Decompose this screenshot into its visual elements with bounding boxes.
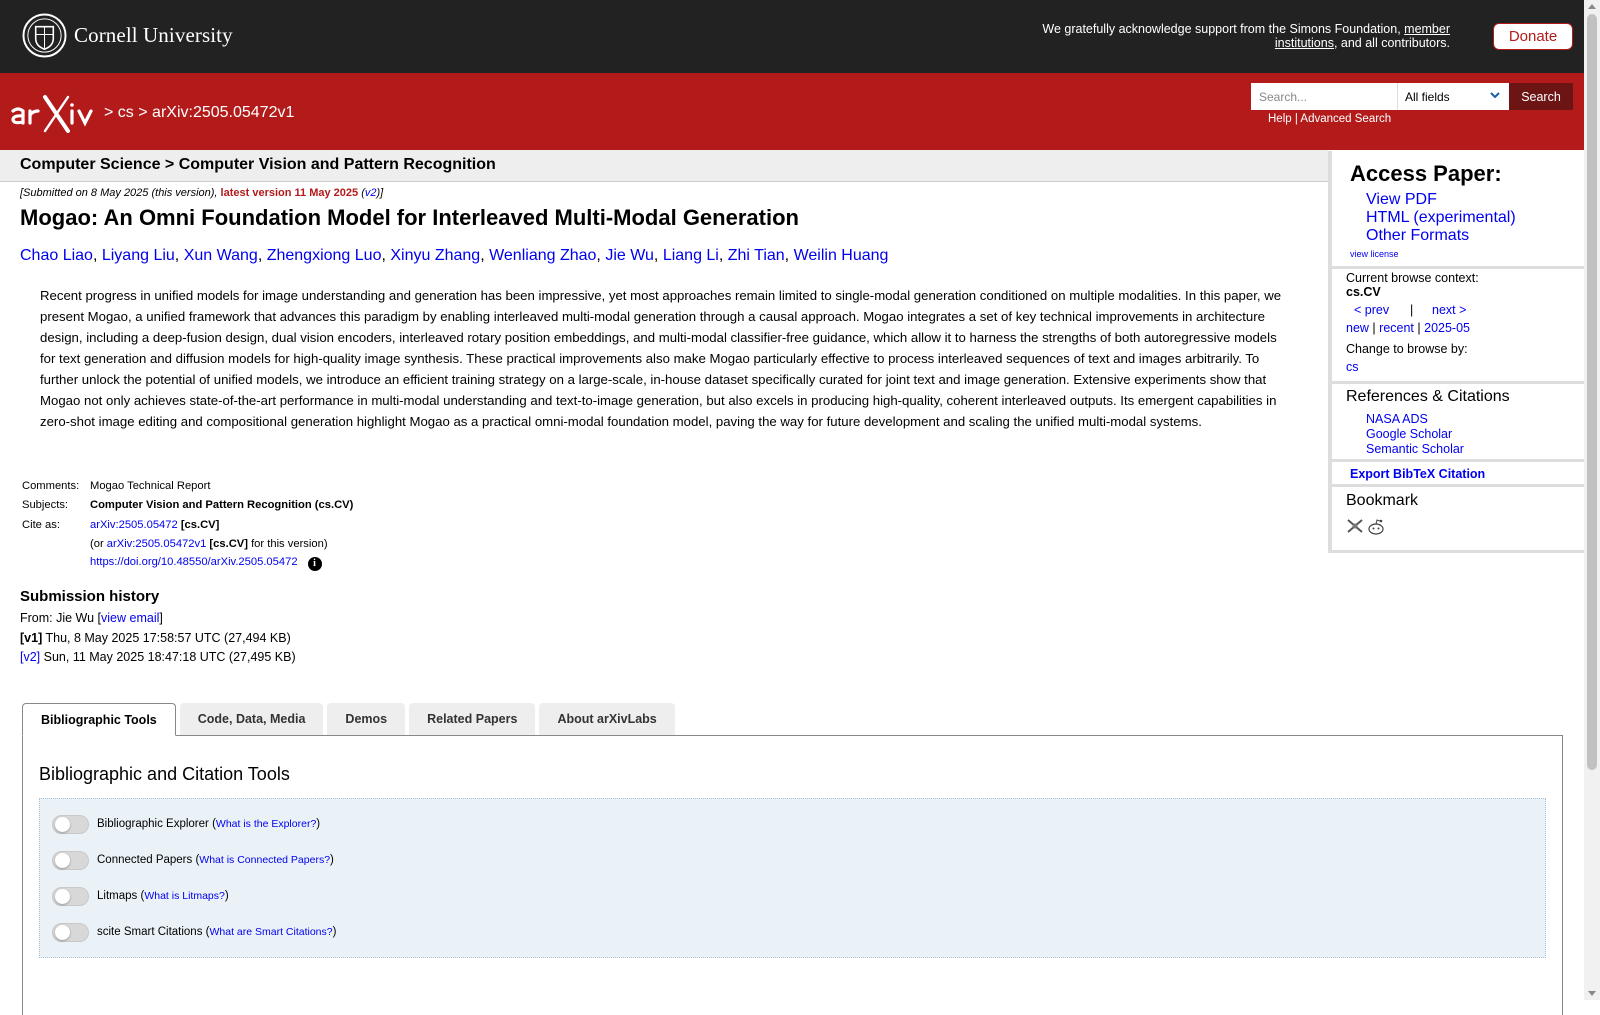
dateline-prefix: [Submitted on 8 May 2025 (this version), xyxy=(20,187,221,199)
scroll-down-arrow-icon[interactable] xyxy=(1588,991,1596,996)
advanced-search-link[interactable]: Advanced Search xyxy=(1300,113,1392,125)
tool-help-link[interactable]: What are Smart Citations? xyxy=(209,926,333,938)
export-bibtex-link[interactable]: Export BibTeX Citation xyxy=(1350,467,1486,481)
help-links xyxy=(1268,113,1391,125)
bookmark-heading: Bookmark xyxy=(1346,492,1419,509)
tool-label: scite Smart Citations xyxy=(97,926,203,938)
author-link[interactable]: Wenliang Zhao xyxy=(489,247,597,264)
tool-label: Litmaps xyxy=(97,890,138,902)
references-heading: References & Citations xyxy=(1346,388,1510,405)
author-separator: , xyxy=(653,247,663,264)
tool-help-link[interactable]: What is Connected Papers? xyxy=(199,854,331,866)
access-paper-heading: Access Paper: xyxy=(1350,161,1502,186)
search-button[interactable]: Search xyxy=(1509,83,1573,110)
labs-tabs xyxy=(22,703,679,736)
browse-cs-link[interactable]: cs xyxy=(1346,360,1359,374)
semantic-scholar-link[interactable]: Semantic Scholar xyxy=(1366,442,1464,456)
v2-link[interactable]: v2 xyxy=(364,187,377,199)
v2-history-link[interactable]: [v2] xyxy=(20,650,41,664)
author-link[interactable]: Liang Li xyxy=(662,247,719,264)
cite-category: [cs.CV] xyxy=(180,518,220,531)
listing-links xyxy=(1346,321,1470,335)
author-separator: , xyxy=(480,247,490,264)
info-icon[interactable]: i xyxy=(308,557,322,571)
donate-button[interactable]: Donate xyxy=(1493,23,1573,50)
page-scrollbar[interactable] xyxy=(1584,0,1600,1000)
view-license-link[interactable]: view license xyxy=(1350,249,1399,259)
google-scholar-link[interactable]: Google Scholar xyxy=(1366,427,1453,441)
help-link[interactable]: Help xyxy=(1268,113,1292,125)
comments-label: Comments: xyxy=(22,479,80,492)
submission-dateline xyxy=(20,187,383,199)
bibliographic-explorer-toggle[interactable] xyxy=(52,815,89,834)
bibtex-block xyxy=(1332,462,1584,487)
author-separator: , xyxy=(174,247,184,264)
view-email-link[interactable]: view email xyxy=(101,611,160,625)
author-link[interactable]: Chao Liao xyxy=(20,247,93,264)
comments-value: Mogao Technical Report xyxy=(90,479,211,492)
cite-label: Cite as: xyxy=(22,518,60,531)
context-label: Current browse context: xyxy=(1346,271,1479,285)
latest-version-label: latest version 11 May 2025 xyxy=(220,187,359,199)
author-separator: , xyxy=(718,247,728,264)
tab-demos[interactable]: Demos xyxy=(327,703,405,735)
cite-or-prefix: (or xyxy=(90,538,107,551)
subject-heading-bar xyxy=(0,150,1328,182)
nav-separator: | xyxy=(1372,321,1376,335)
tool-label: Bibliographic Explorer xyxy=(97,818,209,830)
tab-bibliographic-tools[interactable]: Bibliographic Tools xyxy=(22,703,176,736)
submission-history-heading: Submission history xyxy=(20,588,160,605)
nav-separator: | xyxy=(1417,321,1421,335)
author-separator: , xyxy=(381,247,391,264)
tools-heading: Bibliographic and Citation Tools xyxy=(39,764,290,784)
tool-help-link[interactable]: What is Litmaps? xyxy=(144,890,225,902)
litmaps-toggle[interactable] xyxy=(52,887,89,906)
context-value: cs.CV xyxy=(1346,285,1381,299)
right-sidebar xyxy=(1328,151,1584,553)
scite-toggle[interactable] xyxy=(52,923,89,942)
cite-row xyxy=(20,515,353,535)
browse-context-block xyxy=(1332,269,1584,384)
author-link[interactable]: Xun Wang xyxy=(183,247,258,264)
scroll-up-arrow-icon[interactable] xyxy=(1588,4,1596,9)
view-pdf-link[interactable]: View PDF xyxy=(1366,191,1437,208)
v2-text: Sun, 11 May 2025 18:47:18 UTC (27,495 KB) xyxy=(40,650,296,664)
breadcrumb xyxy=(104,104,294,122)
author-link[interactable]: Zhengxiong Luo xyxy=(266,247,382,264)
breadcrumb-cs[interactable]: cs xyxy=(117,104,134,121)
next-link[interactable]: next > xyxy=(1432,303,1467,317)
breadcrumb-separator: > xyxy=(138,104,148,121)
cite-or-suffix: for this version) xyxy=(247,538,328,551)
cornell-logo[interactable] xyxy=(22,13,233,58)
change-browse-label: Change to browse by: xyxy=(1346,342,1468,356)
comments-row xyxy=(20,476,353,496)
help-separator: | xyxy=(1294,113,1298,125)
dateline-close: )] xyxy=(376,187,384,199)
author-link[interactable]: Zhi Tian xyxy=(727,247,785,264)
cite-version-category: [cs.CV] xyxy=(209,538,248,551)
author-separator: , xyxy=(596,247,606,264)
tool-bibliographic-explorer: Bibliographic Explorer ( What is the Explorer? ) xyxy=(52,814,320,834)
author-link[interactable]: Xinyu Zhang xyxy=(390,247,481,264)
access-paper-block xyxy=(1332,151,1584,269)
cite-version-row xyxy=(20,535,353,555)
author-link[interactable]: Weilin Huang xyxy=(793,247,889,264)
doi-row xyxy=(20,554,353,574)
author-link[interactable]: Jie Wu xyxy=(605,247,654,264)
paper-title: Mogao: An Omni Foundation Model for Interleaved Multi-Modal Generation xyxy=(20,205,799,230)
subjects-label: Subjects: xyxy=(22,499,69,512)
bibsonomy-icon[interactable] xyxy=(1346,518,1364,534)
cornell-seal-icon xyxy=(22,13,67,58)
connected-papers-toggle[interactable] xyxy=(52,851,89,870)
tab-related-papers[interactable]: Related Papers xyxy=(409,703,535,735)
author-list xyxy=(20,247,888,265)
breadcrumb-paper-id: arXiv:2505.05472v1 xyxy=(152,104,295,121)
tab-about-arxivlabs[interactable]: About arXivLabs xyxy=(539,703,674,735)
cite-version-link[interactable]: arXiv:2505.05472v1 xyxy=(106,538,207,551)
subjects-value: Computer Vision and Pattern Recognition (cs.CV) xyxy=(90,499,354,512)
month-link[interactable]: 2025-05 xyxy=(1424,321,1470,335)
support-acknowledgement xyxy=(1030,22,1450,50)
other-formats-link[interactable]: Other Formats xyxy=(1366,227,1470,244)
nasa-ads-link[interactable]: NASA ADS xyxy=(1366,412,1428,426)
author-link[interactable]: Liyang Liu xyxy=(101,247,175,264)
subject-heading: Computer Science > Computer Vision and Pattern Recognition xyxy=(20,156,496,173)
search-input[interactable] xyxy=(1251,83,1397,110)
nav-separator: | xyxy=(1410,303,1414,317)
recent-link[interactable]: recent xyxy=(1379,321,1414,335)
member-institutions-link[interactable]: member institutions xyxy=(1274,22,1450,50)
submitter-line xyxy=(20,611,296,631)
search-field-select[interactable] xyxy=(1397,83,1509,110)
cornell-name: Cornell University xyxy=(74,23,233,47)
author-separator: , xyxy=(784,247,794,264)
tab-code-data-media[interactable]: Code, Data, Media xyxy=(180,703,324,735)
scrollbar-thumb[interactable] xyxy=(1587,14,1597,770)
cornell-top-bar xyxy=(0,0,1584,73)
prev-link[interactable]: < prev xyxy=(1354,303,1390,317)
tool-label: Connected Papers xyxy=(97,854,193,866)
bookmark-block xyxy=(1332,487,1584,547)
author-separator: , xyxy=(92,247,102,264)
search-field-value: All fields xyxy=(1405,89,1450,104)
new-link[interactable]: new xyxy=(1346,321,1369,335)
dateline-open: ( xyxy=(358,187,365,199)
tool-help-link[interactable]: What is the Explorer? xyxy=(215,818,317,830)
tool-litmaps: Litmaps ( What is Litmaps? ) xyxy=(52,886,229,906)
doi-link[interactable]: https://doi.org/10.48550/arXiv.2505.05472 xyxy=(90,556,298,569)
submitter-prefix: From: Jie Wu [ xyxy=(20,611,102,625)
reddit-icon[interactable] xyxy=(1367,518,1385,536)
ack-text: We gratefully acknowledge support from the Simons Foundation, xyxy=(1042,22,1405,36)
submission-history xyxy=(20,588,296,670)
metadata-table xyxy=(20,476,353,574)
ack-tail: , and all contributors. xyxy=(1333,36,1450,50)
v1-label: [v1] xyxy=(20,630,43,645)
chevron-down-icon xyxy=(1489,89,1501,101)
submitter-suffix: ] xyxy=(159,611,163,625)
arxiv-header xyxy=(0,73,1584,150)
tools-list xyxy=(39,798,1546,958)
tool-connected-papers: Connected Papers ( What is Connected Papers? ) xyxy=(52,850,334,870)
references-block xyxy=(1332,384,1584,462)
abstract: Recent progress in unified models for image understanding and generation has been impressive, yet most approaches remain limited to single-modal generation conditioned on multiple modalities. In this paper, we present Mogao, a unified framework that advances this paradigm by enabling interleaved multi-modal generation through a causal approach. Mogao integrates a set of key technical improvements in architecture design, including a deep-fusion design, dual vision encoders, interleaved rotary position embeddings, and multi-modal classifier-free guidance, which allow it to harness the strengths of both autoregressive models for text generation and diffusion models for high-quality image synthesis. These practical improvements also make Mogao particularly effective to process interleaved sequences of text and images arbitrarily. To further unlock the potential of unified models, we introduce an efficient training strategy on a large-scale, in-house dataset specifically curated for joint text and image generation. Extensive experiments show that Mogao not only achieves state-of-the-art performance in multi-modal understanding and text-to-image generation, but also excels in producing high-quality, coherent interleaved outputs. Its emergent capabilities in zero-shot image editing and compositional generation highlight Mogao as a practical omni-modal foundation model, paving the way for future development and scaling the unified multi-modal systems. xyxy=(40,288,1282,429)
author-separator: , xyxy=(257,247,267,264)
bookmark-icons xyxy=(1346,518,1385,536)
version-v2 xyxy=(20,650,296,670)
bibliographic-tools-panel xyxy=(22,735,1563,1015)
html-experimental-link[interactable]: HTML (experimental) xyxy=(1366,209,1516,226)
cite-id-link[interactable]: arXiv:2505.05472 xyxy=(90,518,178,531)
subjects-row xyxy=(20,496,353,516)
tool-scite: scite Smart Citations ( What are Smart Citations? ) xyxy=(52,922,336,942)
arxiv-logo-icon[interactable] xyxy=(10,91,100,133)
version-v1 xyxy=(20,631,296,651)
v1-text: Thu, 8 May 2025 17:58:57 UTC (27,494 KB) xyxy=(42,630,291,645)
breadcrumb-separator: > xyxy=(104,104,114,121)
